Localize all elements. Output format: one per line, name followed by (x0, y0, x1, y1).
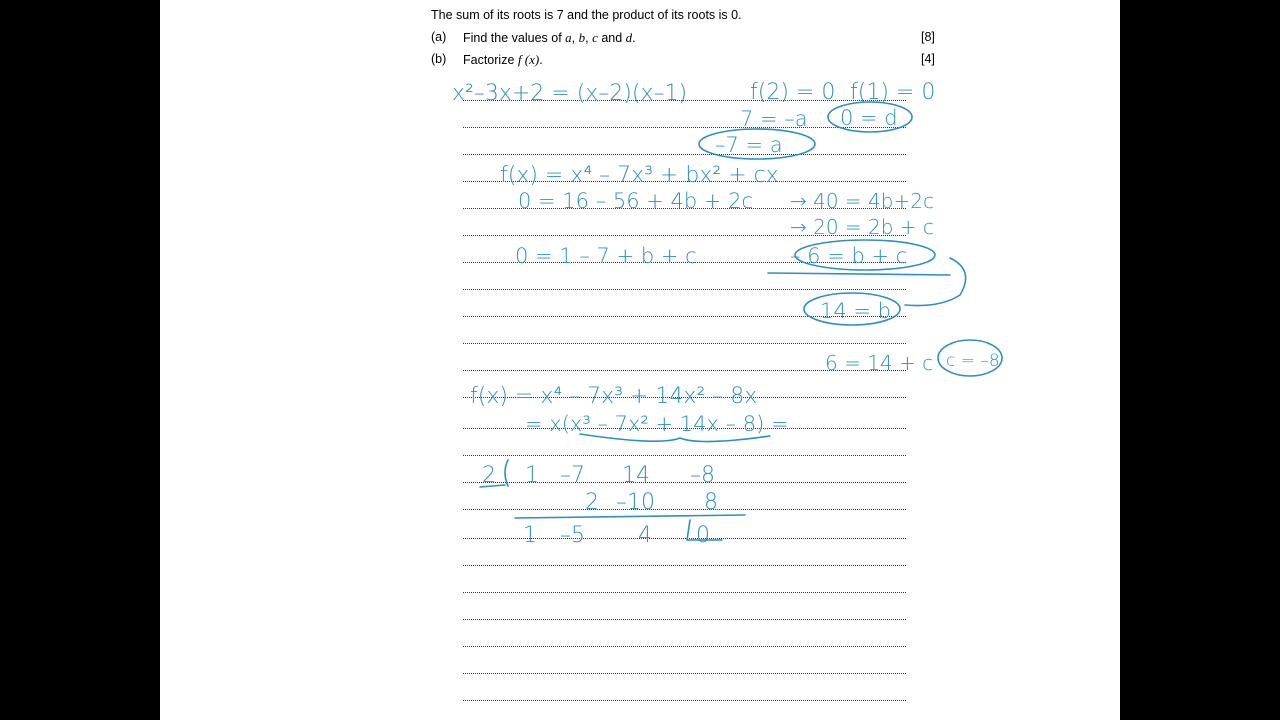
hw-synth-divisor: 2 (482, 463, 496, 488)
part-a-text: Find the values of a, b, c and d. (463, 30, 636, 45)
hw-synth-r1c4: –8 (690, 463, 715, 488)
hw-eq1-half: → 20 = 2b + c (790, 215, 934, 239)
var-b: b (578, 30, 586, 45)
hw-fx-full: f(x) = x⁴ – 7x³ + 14x² – 8x (470, 384, 758, 409)
hw-fx-general: f(x) = x⁴ – 7x³ + bx² + cx (500, 163, 779, 188)
hw-synth-r3c1: 1 (523, 523, 537, 548)
hw-subtract-line (768, 273, 950, 275)
part-a-label: (a) (431, 30, 447, 44)
hw-synth-r1c1: 1 (525, 463, 539, 488)
hw-eq2-result: – 6 = b + c (790, 244, 908, 268)
hw-d-result: 0 = d (840, 106, 898, 130)
var-d: d (625, 30, 633, 45)
hw-c-line: 6 = 14 + c (825, 351, 934, 375)
hw-synth-r2c3: –10 (616, 490, 655, 515)
hw-synth-r3c3: 4 (638, 523, 652, 548)
hw-fx-factored: = x(x³ – 7x² + 14x – 8) = (525, 412, 789, 436)
hw-synth-r2c4: 8 (704, 490, 718, 515)
hw-synth-bracket (505, 460, 508, 486)
hw-synth-r3c4: 0 (696, 523, 710, 548)
hw-a-result: –7 = a (715, 133, 783, 157)
and-word: and (601, 31, 623, 45)
exam-page (160, 0, 1120, 720)
hw-f1: f(1) = 0 (850, 80, 936, 105)
hw-c-result: c = –8 (946, 351, 1000, 371)
var-a: a (565, 30, 572, 45)
hw-synth-r3c2: –5 (560, 523, 585, 548)
hw-eq2: 0 = 1 – 7 + b + c (515, 244, 697, 268)
part-b-prefix: Factorize (463, 53, 515, 67)
part-b-marks: [4] (921, 52, 935, 66)
hw-eq1: 0 = 16 – 56 + 4b + 2c (518, 189, 754, 213)
part-b-text: Factorize f (x). (463, 52, 543, 67)
hw-quadratic: x²–3x+2 = (x–2)(x–1) (452, 81, 688, 106)
hw-eq1-arrow: → 40 = 4b+2c (790, 189, 934, 213)
hw-b-result: 14 = b (820, 299, 891, 323)
fx-symbol: f (x) (517, 52, 540, 67)
handwriting-layer (160, 0, 1120, 720)
hw-f2: f(2) = 0 (750, 80, 836, 105)
question-intro: The sum of its roots is 7 and the product of its roots is 0. (431, 8, 742, 22)
part-a-prefix: Find the values of (463, 31, 562, 45)
hw-seven-eq: 7 = –a (740, 107, 808, 131)
var-c: c (592, 30, 598, 45)
hw-synth-r2c2: 2 (585, 490, 599, 515)
hw-synth-rule (515, 515, 745, 518)
part-b-label: (b) (431, 52, 447, 66)
part-a-marks: [8] (921, 30, 935, 44)
hw-synth-r1c2: –7 (560, 463, 585, 488)
hw-synth-r1c3: 14 (622, 463, 650, 488)
